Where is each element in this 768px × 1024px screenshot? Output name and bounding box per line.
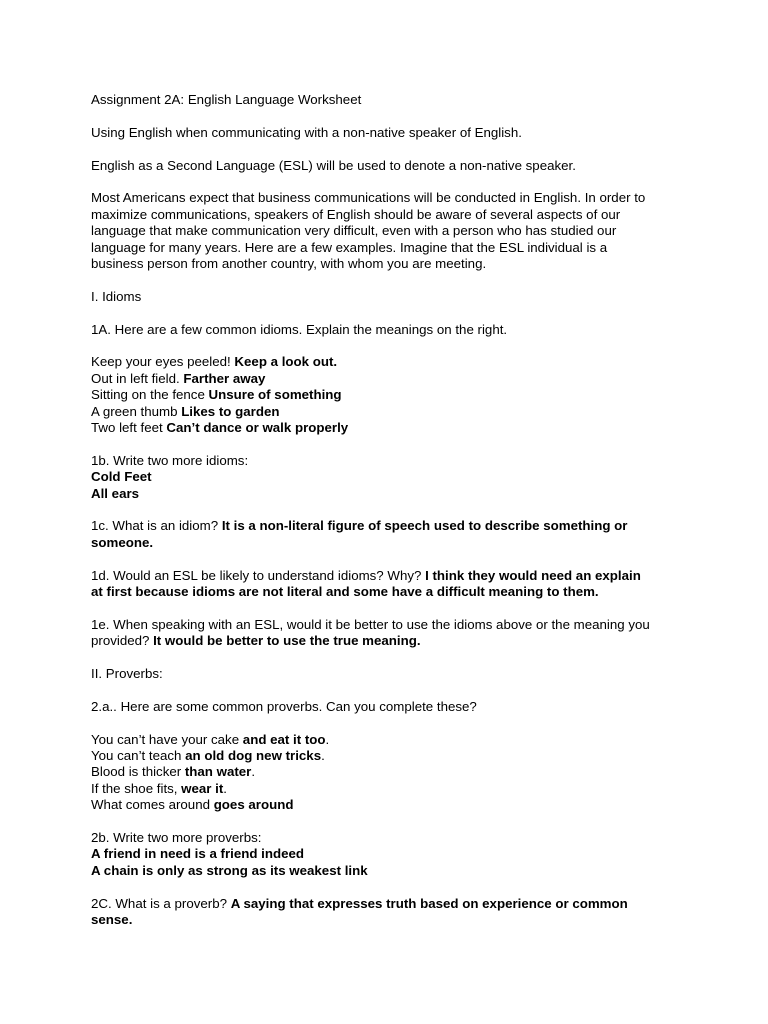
section-heading-proverbs: II. Proverbs: <box>91 666 163 682</box>
idiom-prompt: Sitting on the fence <box>91 387 209 403</box>
section-heading-idioms: I. Idioms <box>91 288 142 304</box>
proverb-tail: . <box>251 764 256 780</box>
idiom-item <box>91 404 691 420</box>
answer-1b-item: Cold Feet <box>91 469 152 485</box>
idiom-list <box>91 354 691 436</box>
question-2b-block <box>91 830 691 879</box>
question-1a-block <box>91 322 691 338</box>
answer-1d: I think they would need an explain <box>425 567 641 583</box>
question-1d-block <box>91 568 691 601</box>
question-1e: 1e. When speaking with an ESL, would it be better to use the idioms above or the meaning you <box>91 616 650 632</box>
proverb-tail: . <box>321 748 325 764</box>
document-body <box>91 92 691 945</box>
question-2c: 2C. What is a proverb? <box>91 895 231 911</box>
idiom-answer: Farther away <box>183 370 266 386</box>
proverb-prompt: You can’t teach <box>91 748 186 764</box>
proverb-answer: than water <box>184 764 252 780</box>
question-1e-block <box>91 617 691 650</box>
answer-2c: A saying that expresses truth based on experience or common <box>230 895 628 911</box>
proverb-item <box>91 797 691 813</box>
idiom-answer: Unsure of something <box>208 387 342 403</box>
idiom-item <box>91 354 691 370</box>
proverb-prompt: What comes around <box>91 797 214 813</box>
intro-paragraph-1 <box>91 125 691 141</box>
proverb-item <box>91 748 691 764</box>
question-2c-line <box>91 896 691 912</box>
idiom-item <box>91 371 691 387</box>
question-1a: 1A. Here are a few common idioms. Explain the meanings on the right. <box>91 321 508 337</box>
proverb-prompt: Blood is thicker <box>91 764 185 780</box>
answer-2c-continued: sense. <box>91 912 133 928</box>
intro-line: language for many years. Here are a few examples. Imagine that the ESL individual is a <box>91 239 608 255</box>
document-title: Assignment 2A: English Language Worksheet <box>91 92 362 107</box>
idiom-prompt: Two left feet <box>91 420 167 436</box>
question-1d-line <box>91 568 691 584</box>
question-1d: 1d. Would an ESL be likely to understand idioms? Why? <box>91 567 426 583</box>
idiom-prompt: Out in left field. <box>91 370 184 386</box>
question-1e-line-2 <box>91 633 691 649</box>
proverb-answer: wear it <box>181 780 224 796</box>
question-2c-block <box>91 896 691 929</box>
proverb-list <box>91 732 691 814</box>
question-1c-line <box>91 518 691 534</box>
document-title-block <box>91 92 691 108</box>
idiom-answer: Can’t dance or walk properly <box>166 420 349 436</box>
answer-1c-continued: someone. <box>91 534 154 550</box>
idiom-prompt: A green thumb <box>91 403 182 419</box>
proverb-item <box>91 764 691 780</box>
proverb-tail: . <box>325 731 330 747</box>
proverb-tail: . <box>223 780 227 796</box>
intro-text-1: Using English when communicating with a non-native speaker of English. <box>91 124 522 140</box>
intro-paragraph-2 <box>91 158 691 174</box>
proverb-answer: and eat it too <box>242 731 326 747</box>
intro-line: maximize communications, speakers of English should be aware of several aspects of our <box>91 206 621 222</box>
question-1b-block <box>91 453 691 502</box>
intro-line: business person from another country, with whom you are meeting. <box>91 256 487 272</box>
intro-line: Most Americans expect that business communications will be conducted in English. In order to <box>91 190 646 206</box>
proverb-prompt: If the shoe fits, <box>91 780 182 796</box>
answer-1b-item: All ears <box>91 485 140 501</box>
intro-paragraph-3 <box>91 190 691 272</box>
proverb-prompt: You can’t have your cake <box>91 731 243 747</box>
idiom-answer: Keep a look out. <box>234 354 338 370</box>
section-idioms-heading-block <box>91 289 691 305</box>
answer-2b-item: A friend in need is a friend indeed <box>91 846 305 862</box>
question-2b: 2b. Write two more proverbs: <box>91 830 262 846</box>
intro-text-2: English as a Second Language (ESL) will be used to denote a non-native speaker. <box>91 157 576 173</box>
proverb-item <box>91 781 691 797</box>
answer-2b-item: A chain is only as strong as its weakest link <box>91 862 368 878</box>
idiom-item <box>91 387 691 403</box>
proverb-answer: goes around <box>213 797 294 813</box>
idiom-answer: Likes to garden <box>181 403 280 419</box>
answer-1e: It would be better to use the true meaning. <box>153 633 421 649</box>
answer-1c: It is a non-literal figure of speech used to describe something or <box>221 518 628 534</box>
question-1c: 1c. What is an idiom? <box>91 518 222 534</box>
question-1c-block <box>91 518 691 551</box>
section-proverbs-heading-block <box>91 666 691 682</box>
proverb-item <box>91 732 691 748</box>
answer-1d-continued: at first because idioms are not literal and some have a difficult meaning to them. <box>91 584 599 600</box>
question-2a: 2.a.. Here are some common proverbs. Can you complete these? <box>91 698 477 714</box>
intro-line: language that make communication very difficult, even with a person who has studied our <box>91 223 617 239</box>
question-1e-continued: provided? <box>91 633 154 649</box>
proverb-answer: an old dog new tricks <box>185 748 322 764</box>
idiom-item <box>91 420 691 436</box>
question-2a-block <box>91 699 691 715</box>
question-1b: 1b. Write two more idioms: <box>91 452 249 468</box>
idiom-prompt: Keep your eyes peeled! <box>91 354 235 370</box>
